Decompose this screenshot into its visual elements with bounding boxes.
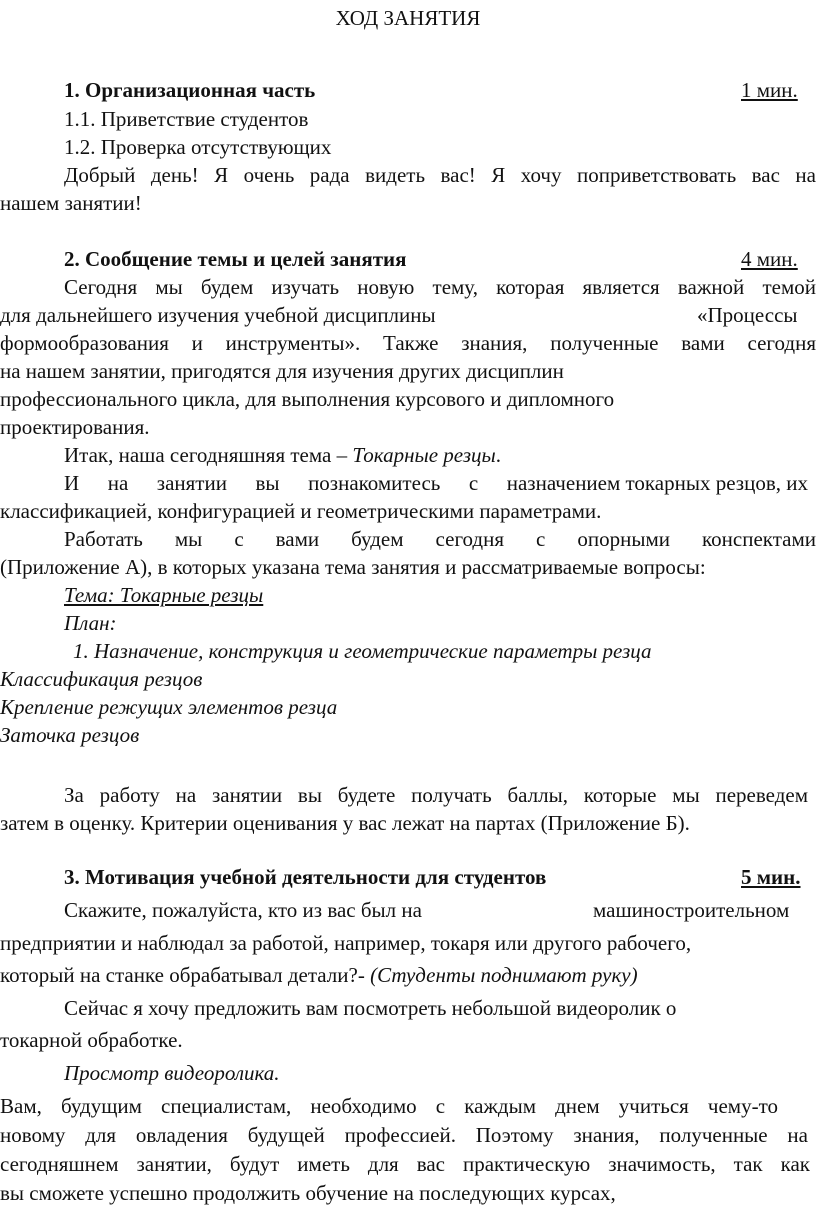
points-line-1: За работу на занятии вы будете получать баллы, которые мы переведем [64, 783, 808, 807]
section-3-heading: 3. Мотивация учебной деятельности для студентов [64, 865, 547, 889]
word: назначением токарных резцов, их [506, 471, 808, 495]
word: вы [255, 471, 280, 495]
word: мы [174, 527, 203, 551]
word: занятии [156, 471, 227, 495]
plan-item-2: Классификация резцов [0, 667, 203, 691]
section-2-intro-line-2: классификацией, конфигурацией и геометрическими параметрами. [0, 499, 602, 523]
word: на [107, 471, 129, 495]
word: конспектами [702, 527, 816, 551]
closing-line-3: сегодняшнем занятии, будут иметь для вас практическую значимость, так как [0, 1152, 810, 1176]
theme-line: Тема: Токарные резцы [64, 583, 264, 607]
section-3-question-right: машиностроительном [593, 898, 790, 922]
section-1-item-1: 1.1. Приветствие студентов [64, 107, 309, 131]
word: познакомитесь [308, 471, 441, 495]
word: Работать [64, 527, 143, 551]
section-2-heading: 2. Сообщение темы и целей занятия [64, 247, 407, 271]
question-text: который на станке обрабатывал детали?- [0, 963, 365, 987]
topic-lead: Итак, наша сегодняшняя тема – [64, 443, 348, 467]
word: опорными [577, 527, 670, 551]
plan-item-1: 1. Назначение, конструкция и геометрические параметры резца [73, 639, 652, 663]
word: И [64, 471, 80, 495]
section-1-item-2: 1.2. Проверка отсутствующих [64, 135, 332, 159]
section-1-greeting-line-2: нашем занятии! [0, 191, 142, 215]
section-3-question-line-2: предприятии и наблюдал за работой, например, токаря или другого рабочего, [0, 931, 692, 955]
section-3-time: 5 мин. [741, 865, 801, 889]
section-2-intro-line-1 [64, 470, 808, 496]
word: будем [351, 527, 404, 551]
plan-item-3: Крепление режущих элементов резца [0, 695, 338, 719]
document-title: ХОД ЗАНЯТИЯ [335, 6, 481, 30]
section-1-greeting-line-1: Добрый день! Я очень рада видеть вас! Я хочу поприветствовать вас на [64, 163, 816, 187]
word: с [234, 527, 244, 551]
word: вами [275, 527, 320, 551]
closing-line-4: вы сможете успешно продолжить обучение на последующих курсах, [0, 1181, 616, 1205]
points-line-2: затем в оценку. Критерии оценивания у вас лежат на партах (Приложение Б). [0, 811, 690, 835]
video-offer-line-2: токарной обработке. [0, 1028, 183, 1052]
closing-line-2: новому для овладения будущей профессией. Поэтому знания, полученные на [0, 1123, 808, 1147]
topic-period: . [495, 443, 501, 467]
section-1-time: 1 мин. [741, 78, 798, 102]
section-2-work-line-1 [64, 526, 816, 552]
section-1-heading: 1. Организационная часть [64, 78, 316, 102]
video-offer-line-1: Сейчас я хочу предложить вам посмотреть небольшой видеоролик о [64, 996, 677, 1020]
topic-line [64, 442, 501, 468]
section-2-paragraph-line-2: для дальнейшего изучения учебной дисциплины [0, 303, 436, 327]
section-2-paragraph-line-4: на нашем занятии, пригодятся для изучения других дисциплин [0, 359, 564, 383]
topic-name: Токарные резцы [352, 443, 496, 467]
section-2-paragraph-line-6: проектирования. [0, 415, 150, 439]
word: с [468, 471, 479, 495]
section-2-paragraph-line-1: Сегодня мы будем изучать новую тему, которая является важной темой [64, 275, 816, 299]
plan-item-4: Заточка резцов [0, 723, 140, 747]
section-3-question-left: Скажите, пожалуйста, кто из вас был на [64, 898, 422, 922]
section-2-paragraph-line-3: формообразования и инструменты». Также знания, полученные вами сегодня [0, 331, 816, 355]
word: с [536, 527, 546, 551]
section-2-paragraph-line-2-end: «Процессы [697, 303, 798, 327]
section-2-time: 4 мин. [741, 247, 798, 271]
students-raise-hands: (Студенты поднимают руку) [370, 963, 638, 987]
section-2-paragraph-line-5: профессионального цикла, для выполнения курсового и дипломного [0, 387, 615, 411]
closing-line-1: Вам, будущим специалистам, необходимо с каждым днем учиться чему-то [0, 1094, 778, 1118]
plan-label: План: [64, 611, 117, 635]
word: сегодня [435, 527, 505, 551]
section-3-question-line-3 [0, 962, 638, 988]
section-2-work-line-2: (Приложение А), в которых указана тема занятия и рассматриваемые вопросы: [0, 555, 706, 579]
video-viewing: Просмотр видеоролика. [64, 1061, 280, 1085]
